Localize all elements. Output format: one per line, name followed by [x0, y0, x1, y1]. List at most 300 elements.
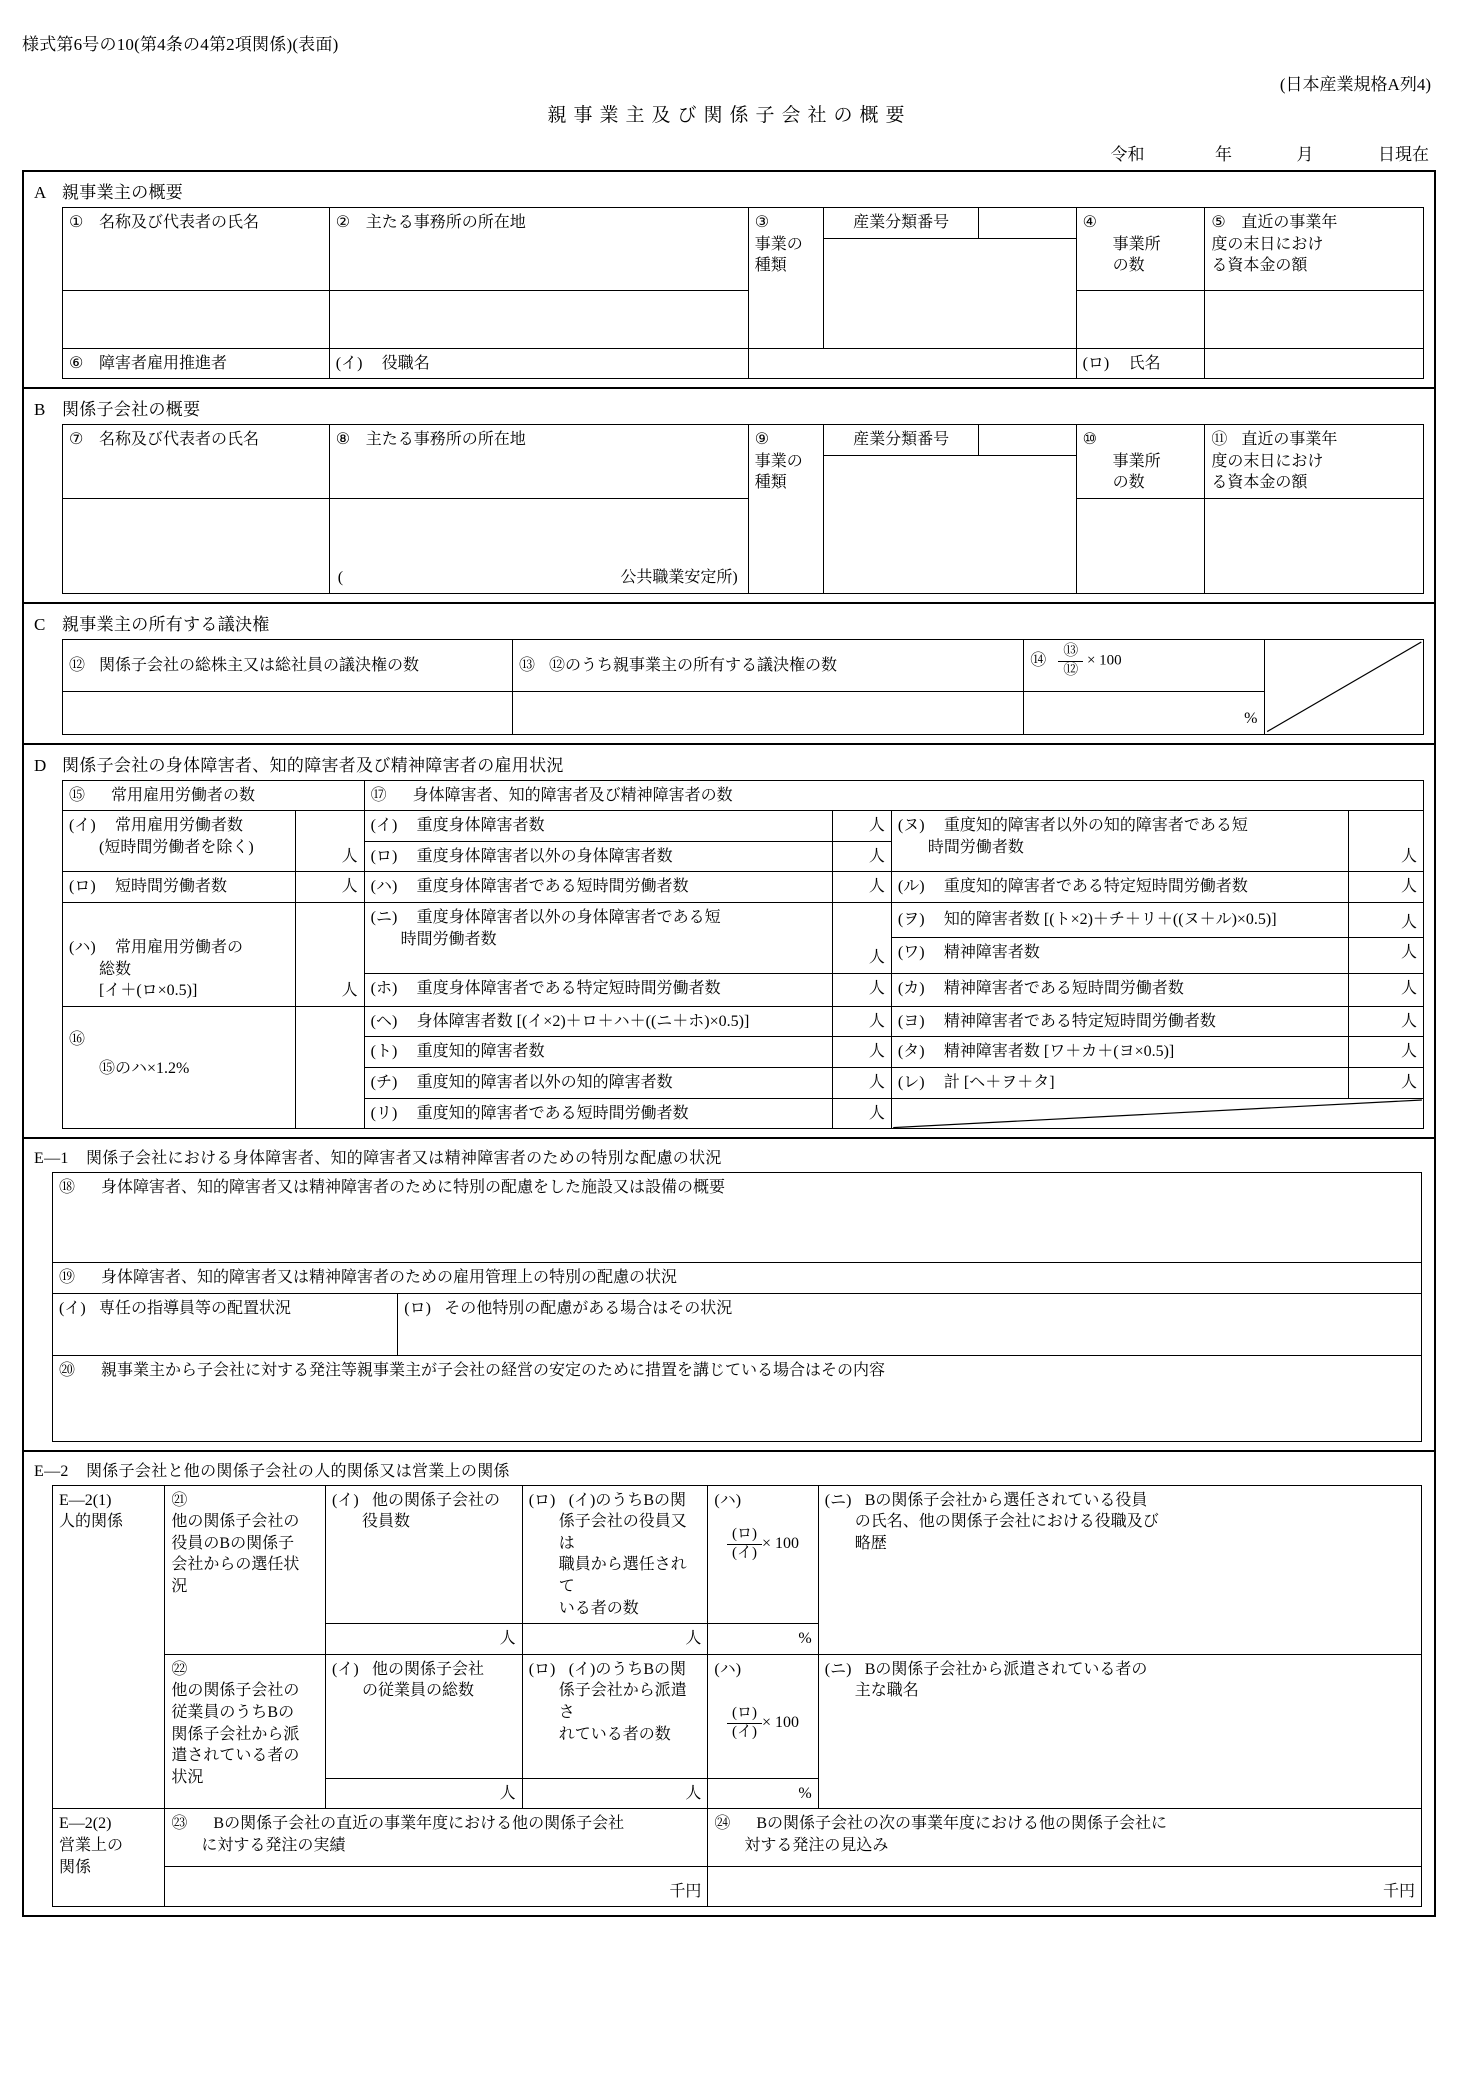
section-c-label: C: [34, 614, 46, 634]
e2-1-label-line2: 人的関係: [59, 1513, 124, 1531]
cell-e19-header: [53, 1263, 1422, 1294]
cell-d17-wo-label: [891, 902, 1348, 937]
d17-ri-text: 重度知的障害者である短時間労働者数: [416, 1104, 689, 1122]
e22-line4: 遣されている者の: [171, 1747, 300, 1765]
e21-line3: 会社からの選任状: [171, 1556, 300, 1574]
cell-e22-i-header: [325, 1654, 522, 1778]
d15-ro-label: 短時間労働者数: [115, 878, 228, 896]
d15-i-kana: (イ): [69, 817, 96, 835]
d17-nu-unit: 人: [1400, 847, 1417, 865]
cell-d17-ri-label: [364, 1098, 832, 1129]
cell-e21-i-header: [325, 1485, 522, 1624]
cell-e19-ro[interactable]: [398, 1293, 1422, 1355]
cell-d17-yo-label: [891, 1006, 1348, 1037]
cell-a3-sub-input[interactable]: [978, 208, 1076, 239]
e18-label: 身体障害者、知的障害者又は精神障害者のために特別の配慮をした施設又は設備の概要: [101, 1179, 726, 1197]
d17-wo-text: 知的障害者数 [(ト×2)＋チ＋リ＋((ヌ＋ル)×0.5)]: [943, 911, 1277, 929]
b11-label-line3: る資本金の額: [1211, 474, 1308, 492]
d17-number: ⑰: [370, 786, 387, 804]
d17-he-kana: (ヘ): [370, 1012, 398, 1030]
cell-d15-i-header: [63, 811, 296, 872]
date-era-label: 令和: [1110, 145, 1145, 164]
cell-e20[interactable]: [53, 1355, 1422, 1441]
a6-ro-kana: (ロ): [1082, 354, 1110, 372]
cell-a5-value[interactable]: [1205, 290, 1424, 348]
cell-a1-value[interactable]: [63, 290, 330, 348]
section-d-title: 関係子会社の身体障害者、知的障害者及び精神障害者の雇用状況: [62, 755, 564, 775]
cell-d17-wa-value[interactable]: [1349, 938, 1424, 973]
d17-ru-unit: 人: [1400, 878, 1417, 896]
b9-label-line2: 種類: [754, 474, 787, 492]
e21-i-kana: (イ): [331, 1491, 359, 1509]
d17-re-kana: (レ): [897, 1073, 925, 1091]
section-d: [24, 745, 1434, 1140]
section-b: [24, 389, 1434, 604]
a3-label-line1: 事業の: [754, 235, 803, 253]
d17-ri-kana: (リ): [370, 1104, 398, 1122]
a6-number: ⑥: [69, 354, 84, 372]
d17-chi-text: 重度知的障害者以外の知的障害者数: [416, 1073, 673, 1091]
d17-nu-kana: (ヌ): [897, 817, 925, 835]
form-code: 様式第6号の10(第4条の4第2項関係)(表面): [22, 35, 339, 54]
cell-d17-ho-label: [364, 973, 832, 1006]
cell-d17-nu-value[interactable]: [1349, 811, 1424, 872]
d17-he-text: 身体障害者数 [(イ×2)＋ロ＋ハ＋((ニ＋ホ)×0.5)]: [416, 1012, 750, 1030]
e22-ni-line2: 主な職名: [854, 1682, 919, 1700]
d15-ro-kana: (ロ): [69, 878, 96, 896]
cell-b9-sub-input[interactable]: [978, 425, 1076, 456]
e20-number: ⑳: [59, 1361, 76, 1379]
cell-a3-value[interactable]: [824, 238, 1076, 348]
e23-number: ㉓: [171, 1815, 188, 1833]
cell-a2-value[interactable]: [329, 290, 748, 348]
cell-d17-ru-value[interactable]: [1349, 872, 1424, 903]
e21-ni-line2: の氏名、他の関係子会社における役職及び: [854, 1513, 1159, 1531]
cell-a2-header: [329, 208, 748, 291]
cell-d17-header: [364, 780, 1423, 811]
d17-ho-text: 重度身体障害者である特定短時間労働者数: [416, 979, 721, 997]
cell-b8-value[interactable]: [329, 498, 748, 593]
cell-d17-re-label: [891, 1067, 1348, 1098]
cell-e22-i-value[interactable]: [325, 1778, 522, 1809]
d15-ha-kana: (ハ): [69, 938, 96, 956]
cell-d15-ro-value[interactable]: [295, 872, 364, 903]
a4-label-line1: 事業所: [1112, 235, 1161, 253]
a6-ro-label: 氏名: [1128, 354, 1161, 372]
d17-ho-unit: 人: [868, 979, 885, 997]
cell-b11-header: [1205, 425, 1424, 499]
e22-ro-line2: 係子会社から派遣さ: [558, 1682, 687, 1722]
cell-e23-header: [165, 1809, 708, 1867]
cell-c12-value[interactable]: [63, 691, 513, 734]
cell-b9-header: [748, 425, 823, 594]
cell-e22-ro-value[interactable]: [522, 1778, 708, 1809]
b9-label-line1: 事業の: [754, 452, 803, 470]
e22-i-kana: (イ): [331, 1660, 359, 1678]
d17-re-text: 計 [ヘ＋ヲ＋タ]: [943, 1073, 1055, 1091]
cell-d17-i-value[interactable]: [832, 811, 891, 842]
a3-number: ③: [754, 214, 770, 231]
e22-ro-line1: (イ)のうちBの関: [568, 1660, 687, 1678]
a1-label: 名称及び代表者の氏名: [99, 214, 260, 231]
cell-d17-i-label: [364, 811, 832, 842]
d17-wa-unit: 人: [1400, 944, 1417, 962]
cell-d17-chi-label: [364, 1067, 832, 1098]
d17-nu-text2: 時間労働者数: [927, 838, 1024, 856]
jis-standard-note: (日本産業規格A列4): [1279, 75, 1431, 94]
e21-ni-line3: 略歴: [854, 1534, 887, 1552]
cell-d-blank-diagonal: [891, 1098, 1423, 1129]
cell-d17-re-value[interactable]: [1349, 1067, 1424, 1098]
cell-e24-value[interactable]: [708, 1867, 1422, 1907]
section-e1-table: [52, 1172, 1422, 1442]
section-d-table: [62, 780, 1424, 1130]
d15-number: ⑮: [69, 786, 86, 804]
d17-yo-kana: (ヨ): [897, 1012, 925, 1030]
section-d-body: [24, 780, 1434, 1138]
d17-yo-unit: 人: [1400, 1012, 1417, 1030]
cell-e21-ha-value[interactable]: [708, 1624, 818, 1655]
d17-to-kana: (ト): [370, 1043, 398, 1061]
cell-b11-value[interactable]: [1205, 498, 1424, 593]
e22-ni-kana: (ニ): [824, 1660, 852, 1678]
a2-label: 主たる事務所の所在地: [365, 214, 526, 231]
section-b-label: B: [34, 400, 46, 420]
d17-ho-kana: (ホ): [370, 979, 398, 997]
cell-d17-to-label: [364, 1037, 832, 1068]
a6-i-kana: (イ): [335, 354, 363, 372]
e21-multiplier: × 100: [762, 1535, 800, 1553]
e21-line4: 況: [171, 1578, 188, 1596]
date-month-label: 月: [1296, 145, 1314, 164]
cell-a5-header: [1205, 208, 1424, 291]
section-a: [24, 172, 1434, 389]
d17-ri-unit: 人: [868, 1104, 885, 1122]
d17-ni-text2: 時間労働者数: [400, 930, 497, 948]
e2-2-label-line3: 関係: [59, 1858, 92, 1876]
e21-number: ㉑: [171, 1491, 188, 1509]
cell-a6-position-header: [329, 348, 748, 379]
e2-2-label-line1: E—2(2): [59, 1815, 112, 1833]
section-e1-label: E—1: [34, 1150, 69, 1168]
c14-frac-denominator: ⑫: [1063, 661, 1079, 678]
d17-wa-kana: (ワ): [897, 944, 925, 962]
e21-i-line1: 他の関係子会社の: [371, 1491, 500, 1509]
e22-multiplier: × 100: [762, 1714, 800, 1732]
cell-d17-ni-value[interactable]: [832, 902, 891, 973]
e2-2-label-line2: 営業上の: [59, 1837, 124, 1855]
section-c-body: [24, 639, 1434, 743]
e22-line2: 従業員のうちBの: [171, 1704, 295, 1722]
e21-ro-line3: 職員から選任されて: [558, 1556, 687, 1596]
section-e2-body: [24, 1485, 1434, 1916]
cell-d17-he-label: [364, 1006, 832, 1037]
cell-e2-1-label: [53, 1485, 165, 1809]
cell-e24-header: [708, 1809, 1422, 1867]
a3-label-line2: 種類: [754, 257, 787, 275]
section-e2-title: 関係子会社と他の関係子会社の人的関係又は営業上の関係: [86, 1462, 510, 1480]
section-b-body: [24, 424, 1434, 602]
section-a-title: 親事業主の概要: [62, 183, 184, 202]
cell-a6-header: [63, 348, 330, 379]
d17-ta-kana: (タ): [897, 1043, 925, 1061]
cell-d17-ha-label: [364, 872, 832, 903]
e22-ro-line3: れている者の数: [558, 1725, 671, 1743]
cell-b9-value[interactable]: [824, 455, 1076, 593]
e19-i-label: 専任の指導員等の配置状況: [99, 1299, 292, 1317]
e21-frac-denominator: (イ): [732, 1545, 758, 1562]
d17-wa-text: 精神障害者数: [943, 944, 1040, 962]
section-e2-heading: [24, 1452, 1434, 1485]
e18-number: ⑱: [59, 1179, 76, 1197]
section-e2: [24, 1452, 1434, 1916]
cell-d16-value[interactable]: [295, 1006, 364, 1128]
e22-line1: 他の関係子会社の: [171, 1682, 300, 1700]
d17-ru-text: 重度知的障害者である特定短時間労働者数: [943, 878, 1248, 896]
section-d-heading: [24, 745, 1434, 780]
cell-b10-header: [1076, 425, 1205, 499]
d17-label: 身体障害者、知的障害者及び精神障害者の数: [412, 786, 733, 804]
e24-number: ㉔: [714, 1815, 731, 1833]
d17-he-unit: 人: [868, 1012, 885, 1030]
cell-b7-value[interactable]: [63, 498, 330, 593]
e24-unit: 千円: [1382, 1882, 1415, 1900]
cell-d17-he-value[interactable]: [832, 1006, 891, 1037]
page-title: 親事業主及び関係子会社の概要: [547, 105, 912, 126]
section-a-table: [62, 207, 1424, 379]
cell-d17-ru-label: [891, 872, 1348, 903]
d17-ru-kana: (ル): [897, 878, 925, 896]
a1-number: ①: [69, 214, 84, 231]
cell-b10-value[interactable]: [1076, 498, 1205, 593]
b8-number: ⑧: [335, 431, 351, 449]
cell-d17-ro-label: [364, 841, 832, 872]
cell-c13-header: [513, 639, 1024, 691]
a2-number: ②: [335, 214, 351, 231]
cell-d17-nu-label: [891, 811, 1348, 872]
cell-e19-i[interactable]: [53, 1293, 398, 1355]
cell-e22-ni[interactable]: [818, 1654, 1421, 1809]
cell-d17-ho-value[interactable]: [832, 973, 891, 1006]
c14-number: ⑭: [1030, 651, 1047, 669]
e19-ro-label: その他特別の配慮がある場合はその状況: [444, 1299, 733, 1317]
e22-i-unit: 人: [499, 1784, 516, 1802]
d17-ro-unit: 人: [868, 847, 885, 865]
cell-e21-ro-header: [522, 1485, 708, 1624]
b10-label-line2: の数: [1112, 474, 1145, 492]
b10-label-line1: 事業所: [1112, 452, 1161, 470]
d17-i-text: 重度身体障害者数: [416, 817, 545, 835]
e22-line3: 関係子会社から派: [171, 1725, 300, 1743]
cell-c14-value[interactable]: [1024, 691, 1264, 734]
e21-i-line2: 役員数: [361, 1513, 410, 1531]
d17-yo-text: 精神障害者である特定短時間労働者数: [943, 1012, 1216, 1030]
cell-a6-name-value[interactable]: [1205, 348, 1424, 379]
e21-ha-unit: %: [798, 1630, 812, 1648]
cell-d15-ha-header: [63, 902, 296, 1006]
d15-i-label-2: (短時間労働者を除く): [99, 838, 254, 856]
e22-i-line2: の従業員の総数: [361, 1682, 474, 1700]
cell-e23-value[interactable]: [165, 1867, 708, 1907]
b7-label: 名称及び代表者の氏名: [99, 431, 260, 449]
b11-number: ⑪: [1211, 431, 1228, 449]
d17-ta-unit: 人: [1400, 1043, 1417, 1061]
e22-ha-unit: %: [798, 1784, 812, 1802]
d17-i-kana: (イ): [370, 817, 398, 835]
b8-hellowork-open: (: [337, 569, 344, 587]
section-e1: [24, 1139, 1434, 1452]
c14-multiplier: × 100: [1086, 652, 1122, 669]
e24-line1: Bの関係子会社の次の事業年度における他の関係子会社に: [756, 1815, 1168, 1833]
d17-ka-unit: 人: [1400, 979, 1417, 997]
d17-i-unit: 人: [868, 817, 885, 835]
date-year-label: 年: [1215, 145, 1232, 164]
section-e1-body: [24, 1172, 1434, 1450]
cell-e22-ha-header: [708, 1654, 818, 1778]
date-line: [1111, 140, 1430, 165]
cell-d17-ro-value[interactable]: [832, 841, 891, 872]
cell-b9-sub-header: [824, 425, 979, 456]
e21-ha-kana: (ハ): [714, 1491, 742, 1509]
section-c: [24, 604, 1434, 745]
b9-sub-label: 産業分類番号: [853, 431, 950, 449]
section-b-title: 関係子会社の概要: [62, 400, 201, 420]
e21-i-unit: 人: [499, 1630, 516, 1648]
section-e2-table: [52, 1485, 1422, 1908]
section-e1-heading: [24, 1139, 1434, 1172]
cell-e21-ro-value[interactable]: [522, 1624, 708, 1655]
cell-a6-name-header: [1076, 348, 1205, 379]
d17-wo-kana: (ヲ): [897, 911, 925, 929]
cell-d16-header: [63, 1006, 296, 1128]
cell-e21-ha-header: [708, 1485, 818, 1624]
cell-a1-header: [63, 208, 330, 291]
e23-line2: に対する発注の実績: [201, 1837, 346, 1855]
cell-e21-i-value[interactable]: [325, 1624, 522, 1655]
cell-a6-position-value[interactable]: [748, 348, 1076, 379]
d17-chi-kana: (チ): [370, 1073, 398, 1091]
section-c-table: [62, 639, 1424, 735]
cell-e21-ni[interactable]: [818, 1485, 1421, 1654]
b11-label-line2: 度の末日におけ: [1211, 452, 1324, 470]
cell-a4-header: [1076, 208, 1205, 291]
cell-d17-wo-value[interactable]: [1349, 902, 1424, 937]
b7-number: ⑦: [69, 431, 84, 449]
section-b-heading: [24, 389, 1434, 424]
d17-chi-unit: 人: [868, 1073, 885, 1091]
d17-to-unit: 人: [868, 1043, 885, 1061]
cell-d17-ni-label: [364, 902, 832, 973]
e21-line1: 他の関係子会社の: [171, 1513, 300, 1531]
section-d-label: D: [34, 755, 47, 775]
d17-ha-text: 重度身体障害者である短時間労働者数: [416, 878, 689, 896]
cell-d17-to-value[interactable]: [832, 1037, 891, 1068]
e21-ro-kana: (ロ): [528, 1491, 556, 1509]
cell-d17-ri-value[interactable]: [832, 1098, 891, 1129]
e22-formula: [714, 1706, 811, 1741]
d17-nu-text: 重度知的障害者以外の知的障害者である短: [943, 817, 1248, 835]
d17-ni-text: 重度身体障害者以外の身体障害者である短: [416, 908, 721, 926]
e21-ro-line2: 係子会社の役員又は: [558, 1513, 687, 1552]
e19-number: ⑲: [59, 1269, 76, 1287]
d17-ha-unit: 人: [868, 878, 885, 896]
e21-ni-kana: (ニ): [824, 1491, 852, 1509]
d15-ha-label-1: 常用雇用労働者の: [115, 938, 244, 956]
cell-c14-header: [1024, 639, 1264, 691]
b8-hellowork-label: 公共職業安定所): [620, 569, 738, 587]
cell-d17-ha-value[interactable]: [832, 872, 891, 903]
e21-ro-line4: いる者の数: [558, 1599, 639, 1617]
d17-ro-text: 重度身体障害者以外の身体障害者数: [416, 847, 673, 865]
form-frame: [22, 170, 1436, 1917]
a3-sub-label: 産業分類番号: [853, 214, 950, 231]
cell-b7-header: [63, 425, 330, 499]
cell-d17-yo-value[interactable]: [1349, 1006, 1424, 1037]
e2-1-label-line1: E—2(1): [59, 1491, 112, 1509]
d17-ni-unit: 人: [868, 949, 885, 967]
a5-label-line2: 度の末日におけ: [1211, 235, 1324, 253]
d16-number: ⑯: [69, 1030, 86, 1048]
a6-i-label: 役職名: [381, 354, 430, 372]
d17-re-unit: 人: [1400, 1073, 1417, 1091]
cell-e22-ha-value[interactable]: [708, 1778, 818, 1809]
e22-ha-kana: (ハ): [714, 1660, 742, 1678]
cell-e18[interactable]: [53, 1173, 1422, 1263]
e19-ro-kana: (ロ): [404, 1299, 431, 1317]
b9-number: ⑨: [754, 431, 770, 449]
a4-label-line2: の数: [1112, 257, 1145, 275]
c13-number: ⑬: [519, 656, 536, 674]
e21-frac-numerator: (ロ): [727, 1527, 762, 1545]
e23-unit: 千円: [669, 1882, 702, 1900]
cell-d17-ka-value[interactable]: [1349, 973, 1424, 1006]
d15-ha-label-2: 総数: [99, 960, 132, 978]
section-e2-label: E—2: [34, 1462, 69, 1480]
section-a-body: [24, 207, 1434, 387]
date-day-label: 日現在: [1378, 145, 1429, 164]
d15-ha-label-3: [イ＋(ロ×0.5)]: [99, 982, 198, 1000]
cell-d15-i-value[interactable]: [295, 811, 364, 872]
cell-e21-header: [165, 1485, 326, 1654]
e21-ni-line1: Bの関係子会社から選任されている役員: [864, 1491, 1148, 1509]
e22-ro-unit: 人: [685, 1784, 702, 1802]
b11-label-line1: 直近の事業年: [1241, 431, 1338, 449]
cell-c13-value[interactable]: [513, 691, 1024, 734]
cell-a4-value[interactable]: [1076, 290, 1205, 348]
a5-label-line3: る資本金の額: [1211, 257, 1308, 275]
cell-d17-chi-value[interactable]: [832, 1067, 891, 1098]
cell-c12-header: [63, 639, 513, 691]
e22-ni-line1: Bの関係子会社から派遣されている者の: [864, 1660, 1148, 1678]
cell-e2-2-label: [53, 1809, 165, 1907]
cell-d15-ro-header: [63, 872, 296, 903]
cell-c-blank-diagonal: [1264, 639, 1424, 734]
c14-formula: [1058, 644, 1121, 679]
c12-number: ⑫: [69, 656, 86, 674]
e22-frac-denominator: (イ): [732, 1724, 758, 1741]
e24-line2: 対する発注の見込み: [744, 1837, 889, 1855]
e21-formula: [714, 1527, 811, 1562]
cell-d15-ha-value[interactable]: [295, 902, 364, 1006]
c12-label: 関係子会社の総株主又は総社員の議決権の数: [99, 656, 420, 674]
c14-unit: %: [1244, 709, 1258, 727]
c13-label: ⑫のうち親事業主の所有する議決権の数: [549, 656, 838, 674]
e22-i-line1: 他の関係子会社: [371, 1660, 484, 1678]
section-c-title: 親事業主の所有する議決権: [62, 614, 270, 634]
d17-ka-kana: (カ): [897, 979, 925, 997]
cell-d17-ta-value[interactable]: [1349, 1037, 1424, 1068]
d16-label: ⑮のハ×1.2%: [99, 1060, 190, 1078]
